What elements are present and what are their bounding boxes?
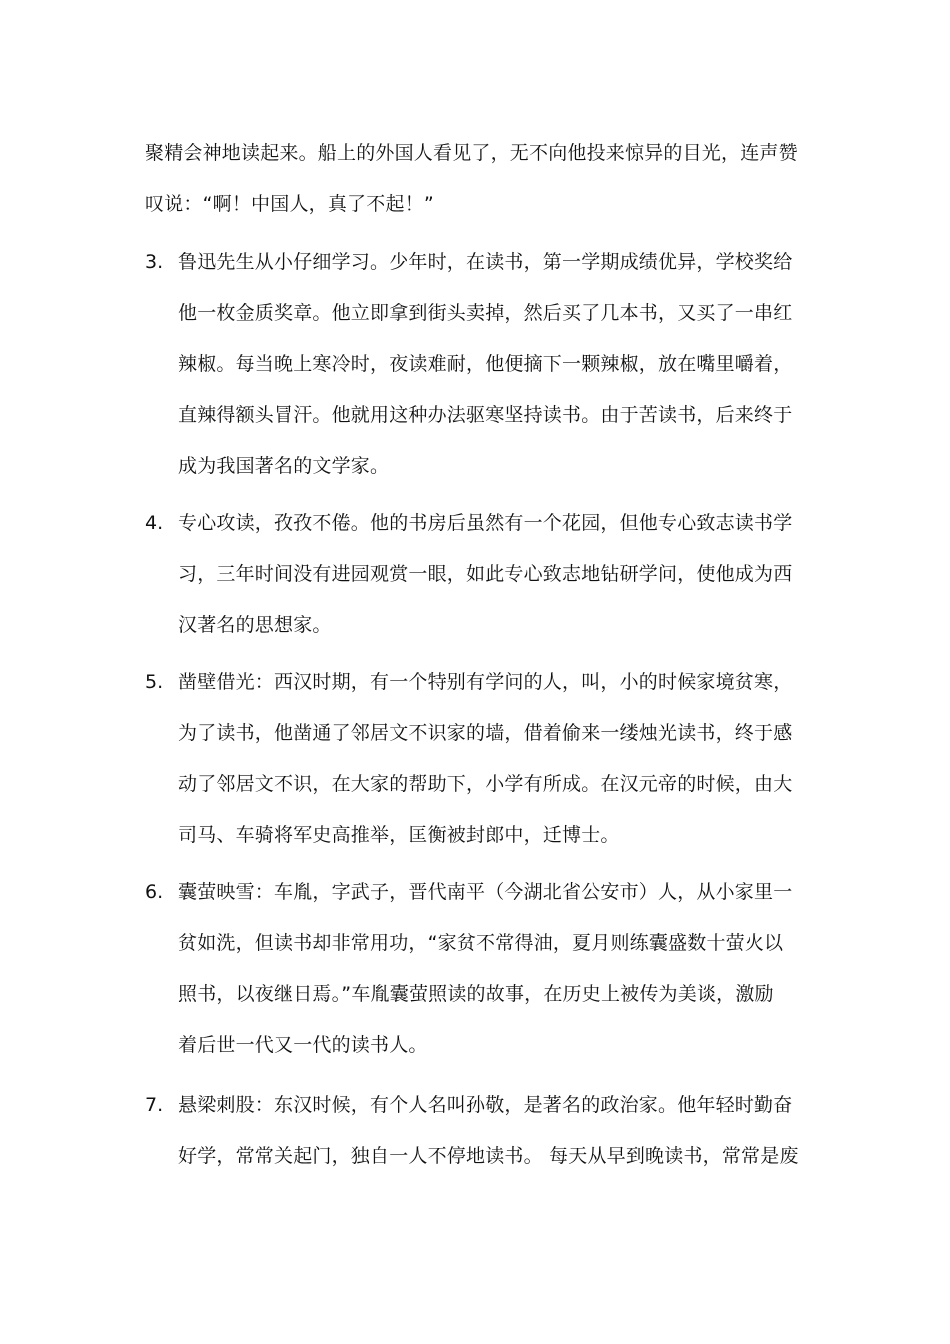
text-line: 凿壁借光：西汉时期，有一个特别有学问的人，叫，小的时候家境贫寒，: [178, 671, 793, 693]
text-line: 直辣得额头冒汗。他就用这种办法驱寒坚持读书。由于苦读书，后来终于: [178, 404, 793, 426]
text-line: 辣椒。每当晚上寒冷时，夜读难耐，他便摘下一颗辣椒，放在嘴里嚼着，: [178, 353, 793, 375]
text-line: 好学，常常关起门，独自一人不停地读书。 每天从早到晚读书，常常是废: [178, 1145, 799, 1167]
text-line: 专心攻读，孜孜不倦。他的书房后虽然有一个花园，但他专心致志读书学: [178, 512, 793, 534]
text-line: 照书，以夜继日焉。”车胤囊萤照读的故事，在历史上被传为美谈，激励: [178, 983, 774, 1005]
text-line: 习，三年时间没有进园观赏一眼，如此专心致志地钻研学问，使他成为西: [178, 563, 793, 585]
list-item-number: 7.: [145, 1094, 164, 1116]
text-line: 囊萤映雪：车胤，字武子，晋代南平（今湖北省公安市）人，从小家里一: [178, 881, 793, 903]
list-item-number: 5.: [145, 671, 164, 693]
list-item-text: [178, 237, 805, 492]
text-line: 聚精会神地读起来。船上的外国人看见了，无不向他投来惊异的目光，连声赞: [145, 142, 798, 164]
text-line: 鲁迅先生从小仔细学习。少年时，在读书，第一学期成绩优异，学校奖给: [178, 251, 793, 273]
text-line: 为了读书，他凿通了邻居文不识家的墙，借着偷来一缕烛光读书，终于感: [178, 722, 793, 744]
text-line: 他一枚金质奖章。他立即拿到街头卖掉，然后买了几本书，又买了一串红: [178, 302, 793, 324]
list-item-text: [178, 867, 805, 1071]
text-line: 着后世一代又一代的读书人。: [178, 1034, 428, 1056]
text-line: 贫如洗，但读书却非常用功，“家贫不常得油，夏月则练囊盛数十萤火以: [178, 932, 784, 954]
list-item-text: [178, 498, 805, 651]
lead-paragraph: [145, 128, 805, 230]
text-line: 成为我国著名的文学家。: [178, 455, 390, 477]
list-item-text: [178, 657, 805, 861]
list-item-number: 4.: [145, 512, 164, 534]
list-item-text: [178, 1080, 805, 1182]
text-line: 叹说：“啊！中国人，真了不起！”: [145, 193, 434, 215]
text-line: 动了邻居文不识，在大家的帮助下，小学有所成。在汉元帝的时候，由大: [178, 773, 793, 795]
text-line: 司马、车骑将军史高推举，匡衡被封郎中，迁博士。: [178, 824, 620, 846]
text-line: 汉著名的思想家。: [178, 614, 332, 636]
list-item-number: 3.: [145, 251, 164, 273]
list-item-number: 6.: [145, 881, 164, 903]
text-line: 悬梁刺股：东汉时候，有个人名叫孙敬，是著名的政治家。他年轻时勤奋: [178, 1094, 793, 1116]
